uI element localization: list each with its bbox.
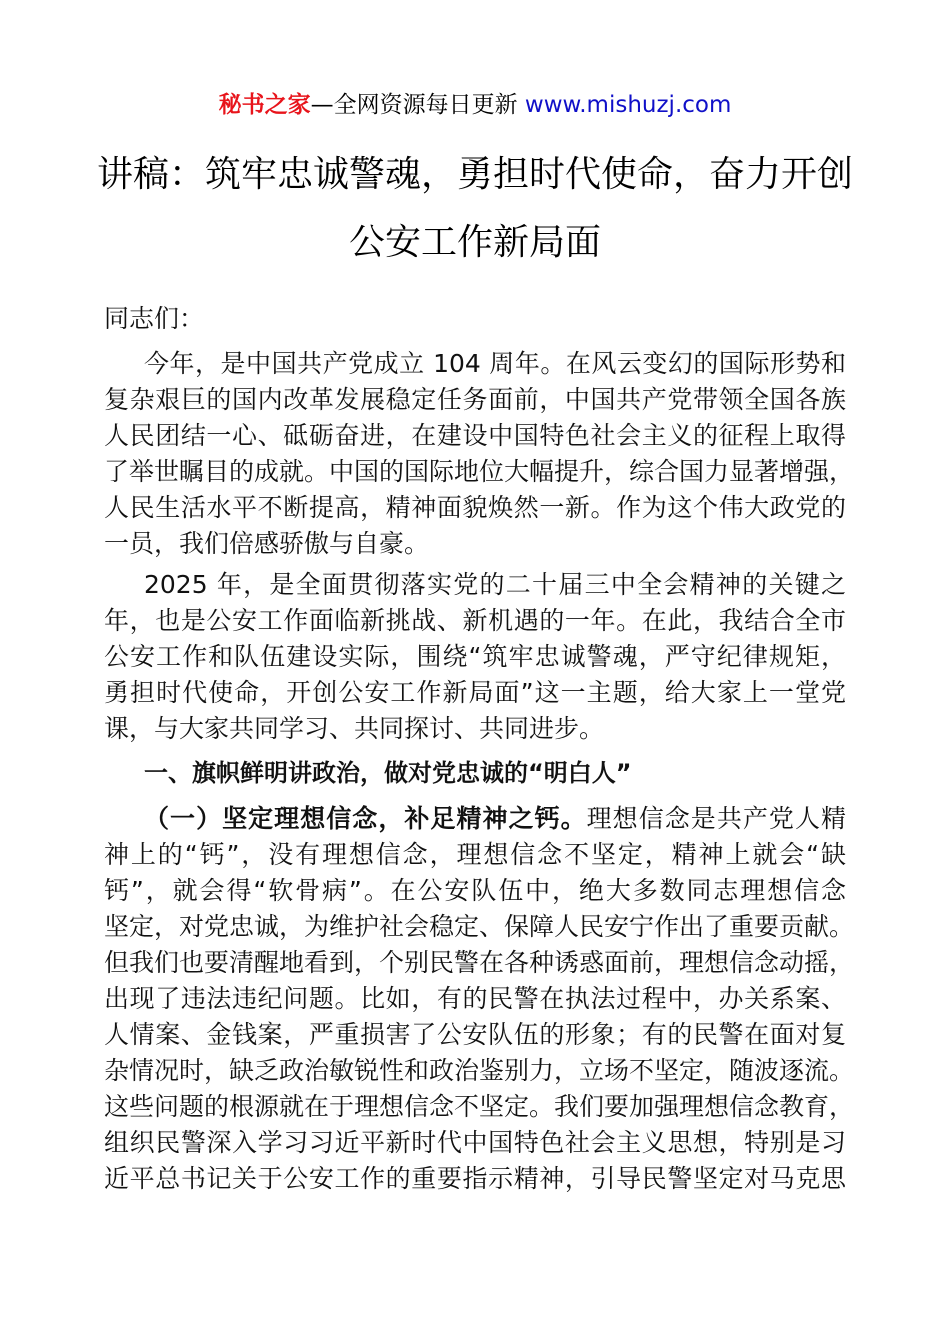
- paragraph-line: 年，也是公安工作面临新挑战、新机遇的一年。在此，我结合全市: [104, 606, 846, 635]
- paragraph-line: 神上的“钙”，没有理想信念，理想信念不坚定，精神上就会“缺: [104, 840, 846, 869]
- document-title-line-2: 公安工作新局面: [348, 222, 601, 263]
- paragraph-line: 出现了违法违纪问题。比如，有的民警在执法过程中，办关系案、: [104, 984, 846, 1013]
- site-url-link[interactable]: www.mishuzj.com: [524, 92, 732, 118]
- paragraph-line: 公安工作和队伍建设实际，围绕“筑牢忠诚警魂，严守纪律规矩，: [104, 642, 846, 671]
- paragraph-line: 勇担时代使命，开创公安工作新局面”这一主题，给大家上一堂党: [104, 678, 846, 707]
- paragraph-line: 今年，是中国共产党成立 104 周年。在风云变幻的国际形势和: [144, 349, 846, 378]
- paragraph-line: 杂情况时，缺乏政治敏锐性和政治鉴别力，立场不坚定，随波逐流。: [104, 1056, 855, 1085]
- brand-name: 秘书之家: [218, 92, 311, 118]
- paragraph-line-text: 理想信念是共产党人精: [586, 804, 846, 833]
- salutation: 同志们：: [104, 304, 205, 333]
- paragraph-line: 坚定，对党忠诚，为维护社会稳定、保障人民安宁作出了重要贡献。: [104, 912, 855, 941]
- subsection-heading-inline: （一）坚定理想信念，补足精神之钙。: [144, 804, 587, 833]
- paragraph-line: 但我们也要清醒地看到，个别民警在各种诱惑面前，理想信念动摇，: [104, 948, 855, 977]
- paragraph-line: 课，与大家共同学习、共同探讨、共同进步。: [104, 714, 605, 743]
- site-header-banner: [0, 86, 950, 124]
- header-tagline: —全网资源每日更新: [310, 92, 518, 118]
- paragraph-line: 人情案、金钱案，严重损害了公安队伍的形象；有的民警在面对复: [104, 1020, 846, 1049]
- paragraph-line: 组织民警深入学习习近平新时代中国特色社会主义思想，特别是习: [104, 1128, 846, 1157]
- paragraph-line: 了举世瞩目的成就。中国的国际地位大幅提升，综合国力显著增强，: [104, 457, 855, 486]
- paragraph-line: [144, 802, 846, 836]
- paragraph-line: 人民生活水平不断提高，精神面貌焕然一新。作为这个伟大政党的: [104, 493, 846, 522]
- paragraph-line: 这些问题的根源就在于理想信念不坚定。我们要加强理想信念教育，: [104, 1092, 855, 1121]
- section-heading-1: 一、旗帜鲜明讲政治，做对党忠诚的“明白人”: [144, 759, 632, 787]
- paragraph-line: 人民团结一心、砥砺奋进，在建设中国特色社会主义的征程上取得: [104, 421, 846, 450]
- paragraph-line: 2025 年，是全面贯彻落实党的二十届三中全会精神的关键之: [144, 570, 846, 599]
- paragraph-line: 复杂艰巨的国内改革发展稳定任务面前，中国共产党带领全国各族: [104, 385, 846, 414]
- paragraph-line: 一员，我们倍感骄傲与自豪。: [104, 529, 430, 558]
- document-title-line-1: 讲稿：筑牢忠诚警魂，勇担时代使命，奋力开创: [96, 154, 853, 195]
- paragraph-line: 钙”，就会得“软骨病”。在公安队伍中，绝大多数同志理想信念: [104, 876, 846, 905]
- paragraph-line: 近平总书记关于公安工作的重要指示精神，引导民警坚定对马克思: [104, 1164, 846, 1193]
